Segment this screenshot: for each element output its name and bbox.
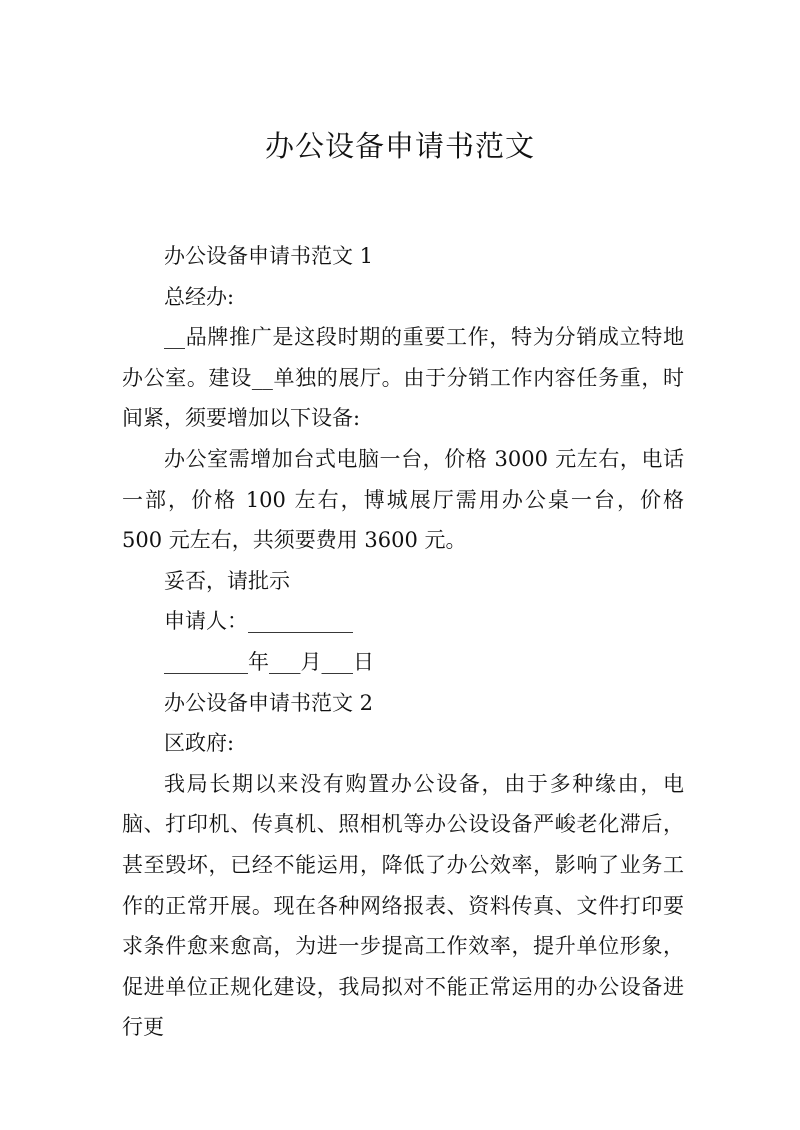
paragraph-1: __品牌推广是这段时期的重要工作，特为分销成立特地办公室。建设__单独的展厅。由于分销工作内容任务重，时间紧，须要增加以下设备: xyxy=(122,325,684,431)
salutation-2: 区政府: xyxy=(164,731,235,756)
applicant-line: 申请人：__________ xyxy=(164,609,353,634)
paragraph-3: 我局长期以来没有购置办公设备，由于多种缘由，电脑、打印机、传真机、照相机等办公设设备严峻老化滞后，甚至毁坏，已经不能运用，降低了办公效率，影响了业务工作的正常开展。现在各种网络报表、资料传真、文件打印要求条件愈来愈高，为进一步提高工作效率，提升单位形象，促进单位正规化建设，我局拟对不能正常运用的办公设备进行更 xyxy=(122,771,684,1040)
document-title: 办公设备申请书范文 xyxy=(264,129,535,163)
paragraph-2: 办公室需增加台式电脑一台，价格 3000 元左右，电话一部，价格 100 左右，博城展厅需用办公桌一台，价格 500 元左右，共须要费用 3600 元。 xyxy=(122,446,684,553)
document-body xyxy=(122,236,684,1048)
date-line: ________年___月___日 xyxy=(164,649,374,674)
salutation-1: 总经办: xyxy=(164,284,235,309)
section-heading-1: 办公设备申请书范文 1 xyxy=(164,244,374,268)
closing-request: 妥否，请批示 xyxy=(164,568,290,593)
section-heading-2: 办公设备申请书范文 2 xyxy=(164,690,374,715)
